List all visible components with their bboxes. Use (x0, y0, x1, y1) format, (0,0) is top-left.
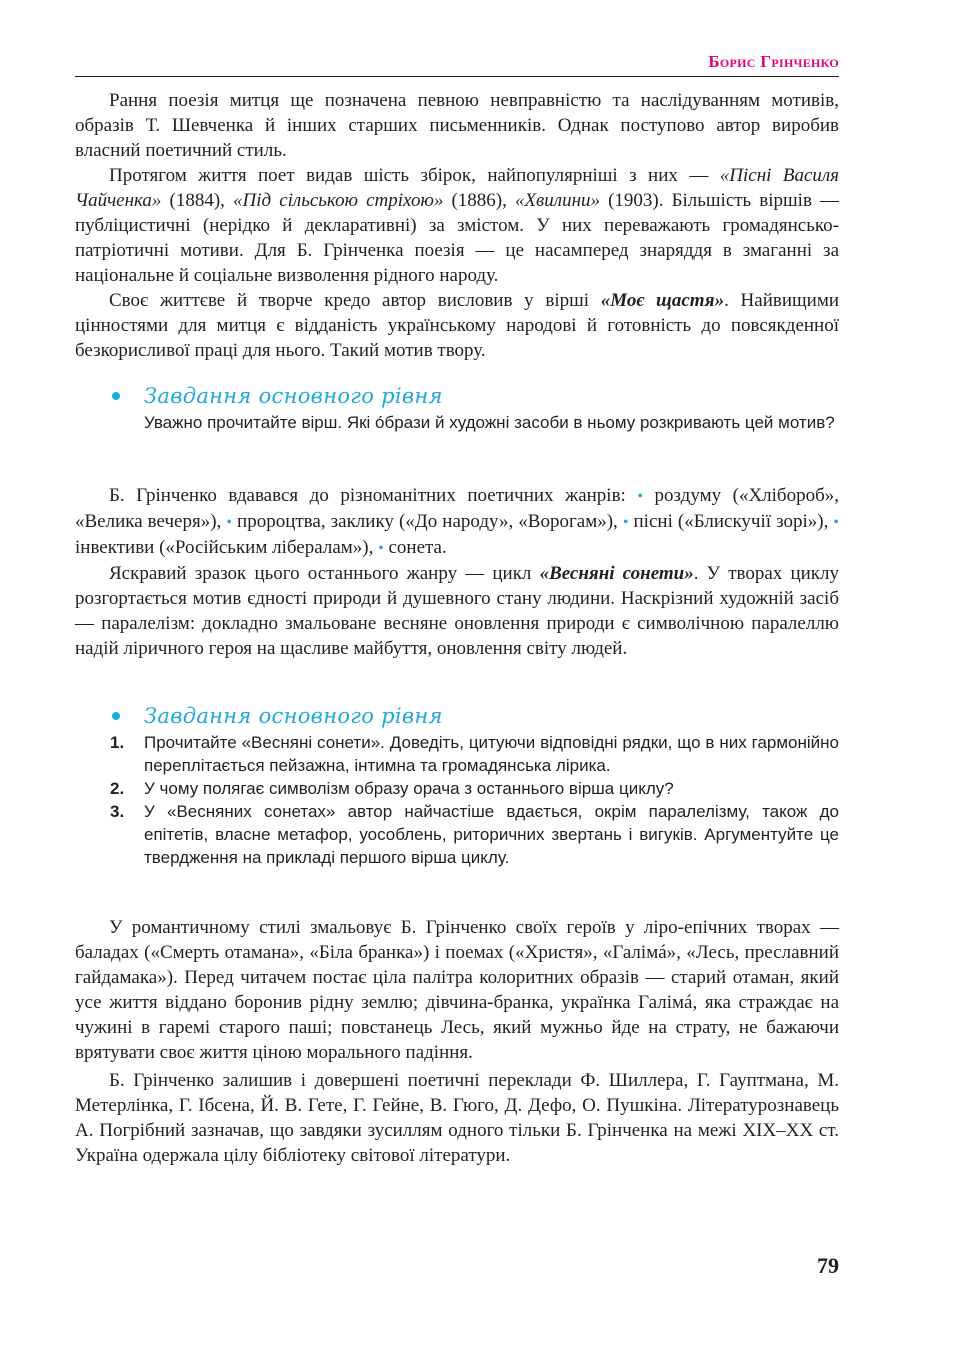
bullet-icon: • (378, 540, 384, 557)
task-title: Завдання основного рівня (144, 704, 443, 728)
task-bullet-icon (112, 712, 120, 720)
task-block-1 (75, 381, 839, 434)
bullet-icon: • (226, 514, 232, 531)
task-item: 1. Прочитайте «Весняні сонети». Доведіть, цитуючи відповідні рядки, що в них гармонійно переплітається пейзажна, інтимна та громадянська лірика. (110, 733, 839, 775)
section-middle (75, 483, 839, 661)
running-header (75, 48, 839, 77)
bullet-icon: • (622, 514, 629, 531)
paragraph-6: У романтичному стилі змальовує Б. Грінченко своїх героїв у ліро-епічних творах — баладах («Смерть отамана», «Біла бранка») і поемах («Христя», «Галімá», «Лесь, преславний гайдамака»). Перед читачем постає ціла палітра колоритних образів — старий отаман, який усе життя віддано боронив рідну землю; дівчина-бранка, українка Галімá, яка страждає на чужині в гаремі старого паші; повстанець Лесь, який мужньо йде на страту, не бажаючи врятувати своє життя ціною морального падіння. (75, 917, 839, 1063)
paragraph-3: Своє життєве й творче кредо автор висловив у вірші «Моє щастя». Найвищими цінностями для митця є відданість українському народові й готовність до повсякденної безкорисливої праці для нього. Такий мотив твору. (75, 290, 840, 361)
collection-title-3: «Хвилини» (514, 190, 601, 211)
bullet-icon: • (833, 514, 839, 531)
section-bottom (75, 915, 839, 1168)
paragraph-7: Б. Грінченко залишив і довершені поетичні переклади Ф. Шиллера, Г. Гауптмана, М. Метерлінка, Г. Ібсена, Й. В. Гете, Г. Гейне, В. Гюго, Д. Дефо, О. Пушкіна. Літературознавець А. Погрібний зазначав, що завдяки зусиллям одного тільки Б. Грінченка на межі XIX–XX ст. Україна одержала цілу бібліотеку світової літератури. (75, 1070, 839, 1166)
paragraph-1: Рання поезія митця ще позначена певною невправністю та наслідуванням мотивів, образів Т. Шевченка й інших старших письменників. Однак поступово автор виробив власний поетичний стиль. (75, 90, 839, 161)
collection-title-1: «Пісні Василя Чайченка» (75, 165, 839, 211)
task-list (75, 731, 839, 869)
cycle-title: «Весняні сонети» (539, 563, 694, 584)
header-title: Борис Грінченко (708, 52, 839, 71)
paragraph-2: Протягом життя поет видав шість збірок, найпопулярніші з них — «Пісні Василя Чайченка» (1884), «Під сільською стріхою» (1886), «Хвилини» (1903). Більшість віршів — публіцистичні (нерідко й декларативні) за змістом. У них переважають громадянсько-патріотичні мотиви. Для Б. Грінченка поезія — це насамперед знаряддя в змаганні за національне й соціальне визволення рідного народу. (75, 165, 840, 286)
page-number: 79 (817, 1253, 839, 1278)
paragraph-5: Яскравий зразок цього останнього жанру — цикл «Весняні сонети». У творах циклу розгортається мотив єдності природи й душевного стану людини. Наскрізний художній засіб — паралелізм: докладно змальоване весняне оновлення природи є символічною паралеллю надій ліричного героя на щасливе майбуття, оновлення світу людей. (75, 563, 839, 659)
paragraph-4: Б. Грінченко вдавався до різноманітних поетичних жанрів: • роздуму («Хлібороб», «Велика вечеря»), • пророцтва, заклику («До народу», «Ворогам»), • пісні («Блискучії зорі»), • інвективи («Російським лібералам»), • сонета. (75, 485, 840, 558)
section-top (75, 88, 839, 363)
task-block-2 (75, 701, 839, 869)
collection-title-2: «Під сільською стріхою» (233, 190, 444, 211)
poem-title: «Моє щастя» (600, 290, 725, 311)
task-bullet-icon (112, 392, 120, 400)
task-text: Уважно прочитайте вірш. Які óбрази й художні засоби в ньому розкривають цей мотив? (144, 413, 835, 432)
task-item: 2. У чому полягає символізм образу орача з останнього вірша циклу? (110, 779, 674, 798)
task-title: Завдання основного рівня (144, 384, 443, 408)
bullet-icon: • (637, 488, 643, 505)
task-item: 3. У «Весняних сонетах» автор найчастіше вдається, окрім паралелізму, також до епітетів, власне метафор, уособлень, риторичних звертань і вигуків. Аргументуйте це твердження на прикладі першого вірша циклу. (110, 802, 839, 867)
